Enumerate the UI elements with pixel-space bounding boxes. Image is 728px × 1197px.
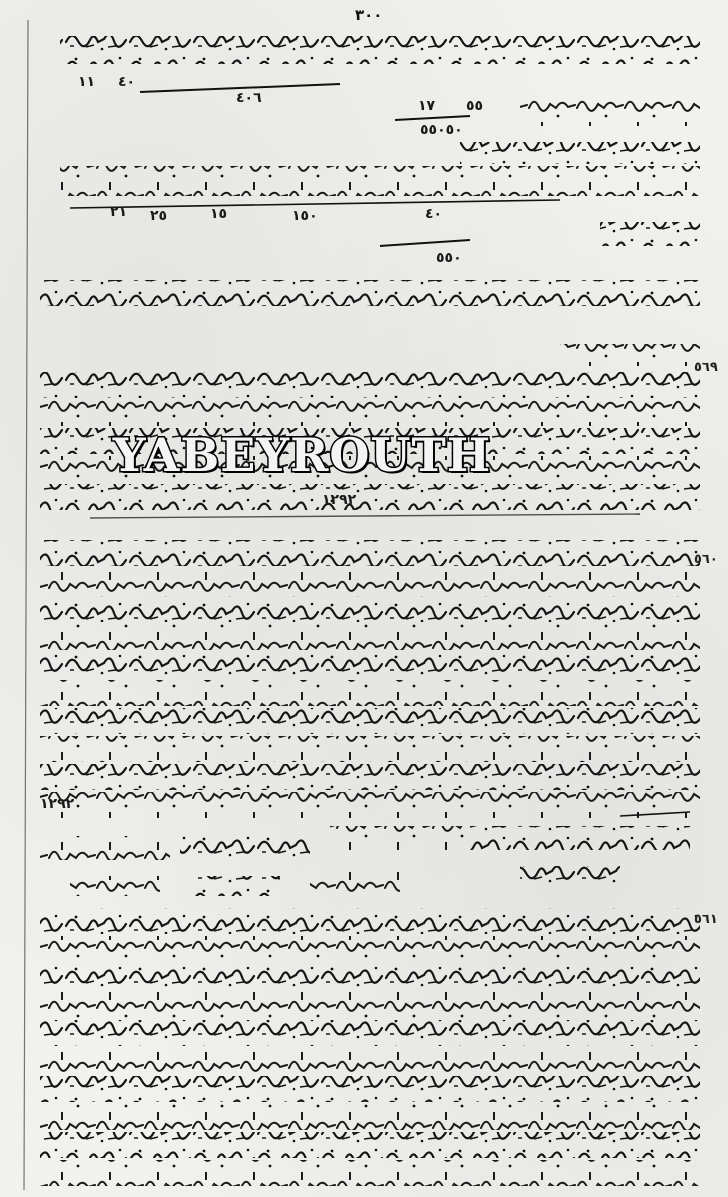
header-figure: ٥٥ <box>466 98 484 114</box>
margin-entry-number: ٥٦١ <box>694 912 718 927</box>
section-year: ١٢٩٢ <box>40 796 75 812</box>
header-figure: ١٧ <box>418 98 436 114</box>
margin-entry-number: ٥٦٠ <box>694 552 718 567</box>
breakdown-figure: ٢٥ <box>150 208 168 224</box>
breakdown-figure: ٤٠ <box>425 206 443 222</box>
header-figure: ٤٠ <box>118 74 136 90</box>
header-figure: ١١ <box>78 74 96 90</box>
watermark: YABEYROUTH <box>112 428 492 482</box>
header-figure: ٤٠٦ <box>236 90 262 106</box>
total-figure: ٥٥٠ <box>436 250 462 266</box>
subtotal-figure: ٥٥٠٥٠ <box>420 122 463 138</box>
breakdown-figure: ١٥ <box>210 206 228 222</box>
margin-entry-number: ٥٦٩ <box>694 360 718 375</box>
breakdown-figure: ٢١ <box>110 204 128 220</box>
page-number: ٣٠٠ <box>355 6 383 24</box>
breakdown-figure: ١٥٠ <box>292 208 318 224</box>
section-year: ١٢٩٢ <box>322 492 357 508</box>
